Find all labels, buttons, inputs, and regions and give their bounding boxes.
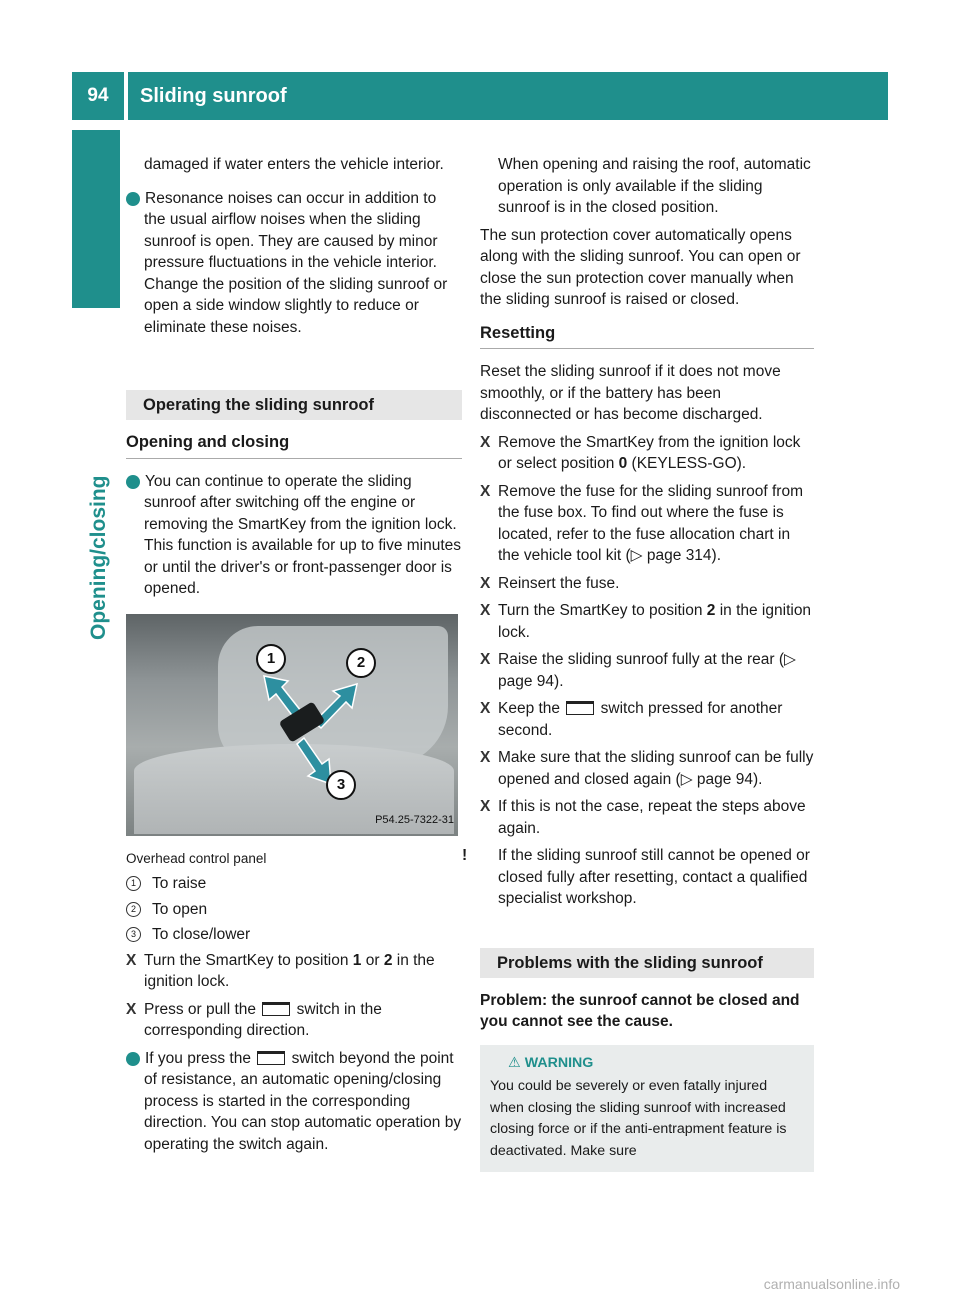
warning-triangle-icon: ⚠ — [508, 1054, 521, 1071]
info-note — [121, 188, 462, 339]
step-arrow-icon: X — [126, 1000, 137, 1018]
step-item — [480, 747, 814, 790]
step-value: 1 — [352, 951, 362, 969]
figure-caption: Overhead control panel — [126, 850, 267, 866]
step-text: If this is not the case, repeat the steps above again. — [498, 798, 806, 837]
step-value: 2 — [383, 951, 393, 969]
step-text: Turn the SmartKey to position — [144, 951, 353, 969]
step-item — [480, 481, 814, 567]
step-arrow-icon: X — [480, 749, 491, 766]
warning-text: You could be severely or even fatally injured when closing the sliding sunroof with increased closing force or if the anti-entrapment feature is deactivated. Make sure — [490, 1078, 787, 1159]
section-title: Operating the sliding sunroof — [126, 390, 462, 420]
paragraph: The sun protection cover automatically opens along with the sliding sunroof. You can open or close the sun protection cover manually when the sliding sunroof is raised or closed. — [480, 226, 801, 308]
step-text: Raise the sliding sunroof fully at the rear (▷ page 94). — [498, 651, 796, 690]
legend-item — [126, 899, 462, 921]
info-icon: i — [126, 192, 140, 206]
step-text: Press or pull the — [144, 1000, 261, 1018]
step-arrow-icon: X — [480, 798, 491, 815]
step-text: Reinsert the fuse. — [498, 574, 620, 592]
paragraph: Reset the sliding sunroof if it does not move smoothly, or if the battery has been disconnected or has become discharged. — [480, 363, 781, 423]
step-item — [480, 698, 814, 741]
subheading: Opening and closing — [126, 432, 462, 459]
left-column — [121, 154, 462, 1155]
step-text: Remove the fuse for the sliding sunroof from the fuse box. To find out where the fuse is located, refer to the fuse allocation chart in the vehicle tool kit (▷ page 314). — [498, 482, 803, 564]
step-item — [126, 999, 462, 1042]
step-item — [480, 649, 814, 692]
info-text: switch beyond the point of resistance, an automatic opening/closing process is started in the corresponding direction. You can stop automatic operation by operating the switch again. — [144, 1049, 462, 1153]
step-arrow-icon: X — [480, 433, 491, 451]
step-arrow-icon: X — [480, 574, 491, 592]
step-arrow-icon: X — [126, 951, 137, 969]
info-icon: i — [126, 1052, 140, 1066]
spacer — [480, 910, 814, 948]
step-text: in the ignition lock. — [498, 602, 812, 641]
warning-box — [480, 1045, 814, 1173]
spacer — [126, 350, 462, 390]
header-divider — [124, 72, 128, 120]
callout-1: 1 — [256, 644, 286, 674]
step-text: Remove the SmartKey from the ignition lock or select position — [498, 433, 801, 472]
warning-title: WARNING — [524, 1054, 594, 1071]
info-note — [121, 471, 462, 600]
step-arrow-icon: X — [480, 700, 491, 717]
step-text: in the ignition lock. — [144, 951, 435, 990]
legend-text: To open — [152, 900, 208, 918]
chapter-label-text: Opening/closing — [87, 475, 110, 640]
info-text: You can continue to operate the sliding sunroof after switching off the engine or removing the SmartKey from the ignition lock. This function is available for up to five minutes or until the driver's or front-passenger door is opened. — [144, 472, 462, 597]
warning-header — [490, 1053, 804, 1075]
step-arrow-icon: X — [480, 651, 491, 668]
legend-text: To raise — [152, 875, 207, 892]
step-arrow-icon: X — [480, 482, 491, 500]
legend-number: 2 — [126, 902, 141, 917]
legend-item — [126, 924, 462, 946]
step-value: 2 — [706, 602, 716, 619]
paragraph: When opening and raising the roof, automatic operation is only available if the sliding sunroof is in the closed position. — [498, 156, 811, 216]
chapter-label — [84, 310, 114, 640]
section-title: Problems with the sliding sunroof — [480, 948, 814, 978]
legend-item — [126, 873, 462, 895]
right-column — [462, 154, 814, 1172]
caution-text: If the sliding sunroof still cannot be opened or closed fully after resetting, contact a qualified specialist workshop. — [498, 847, 810, 907]
callout-3: 3 — [326, 770, 356, 800]
page-title: Sliding sunroof — [140, 85, 287, 107]
figure-code: P54.25-7322-31 — [375, 814, 454, 826]
exclamation-icon: ! — [462, 847, 468, 864]
step-text: Turn the SmartKey to position — [498, 602, 707, 619]
arrow-close — [297, 738, 331, 784]
legend-number: 3 — [126, 927, 141, 942]
switch-icon — [257, 1051, 285, 1065]
info-text: If you press the — [145, 1049, 256, 1067]
step-item — [480, 432, 814, 475]
switch-icon — [566, 701, 594, 715]
info-text: Resonance noises can occur in addition to the usual airflow noises when the sliding sunroof is open. They are caused by minor pressure fluctuations in the vehicle interior. Change the position of the sliding sunroof or open a side window slightly to reduce or eliminate these noises. — [144, 189, 448, 336]
switch-icon — [262, 1002, 290, 1016]
step-item — [480, 796, 814, 839]
step-text: Keep the — [498, 700, 565, 717]
subheading: Resetting — [480, 323, 814, 350]
step-value: 0 — [618, 455, 628, 472]
problem-heading: Problem: the sunroof cannot be closed and you cannot see the cause. — [480, 991, 800, 1030]
step-item — [126, 950, 462, 993]
step-arrow-icon: X — [480, 602, 491, 619]
side-tab — [72, 130, 120, 308]
overhead-control-panel-figure — [126, 614, 458, 836]
page-header — [72, 72, 888, 120]
paragraph: damaged if water enters the vehicle interior. — [144, 156, 444, 173]
info-icon: i — [126, 475, 140, 489]
step-item — [480, 573, 814, 595]
page-number: 94 — [87, 85, 109, 106]
step-text: switch in the corresponding direction. — [144, 1000, 382, 1039]
step-item — [480, 600, 814, 643]
footer-watermark: carmanualsonline.info — [763, 1276, 900, 1292]
step-text: (KEYLESS-GO). — [627, 455, 747, 472]
info-note — [121, 1048, 462, 1156]
caution-note — [462, 845, 814, 910]
legend-number: 1 — [126, 876, 141, 891]
callout-2: 2 — [346, 648, 376, 678]
step-text: switch pressed for another second. — [498, 700, 783, 739]
step-text: Make sure that the sliding sunroof can be fully opened and closed again (▷ page 94). — [498, 749, 814, 788]
legend-text: To close/lower — [152, 926, 251, 943]
step-text: or — [361, 951, 384, 969]
